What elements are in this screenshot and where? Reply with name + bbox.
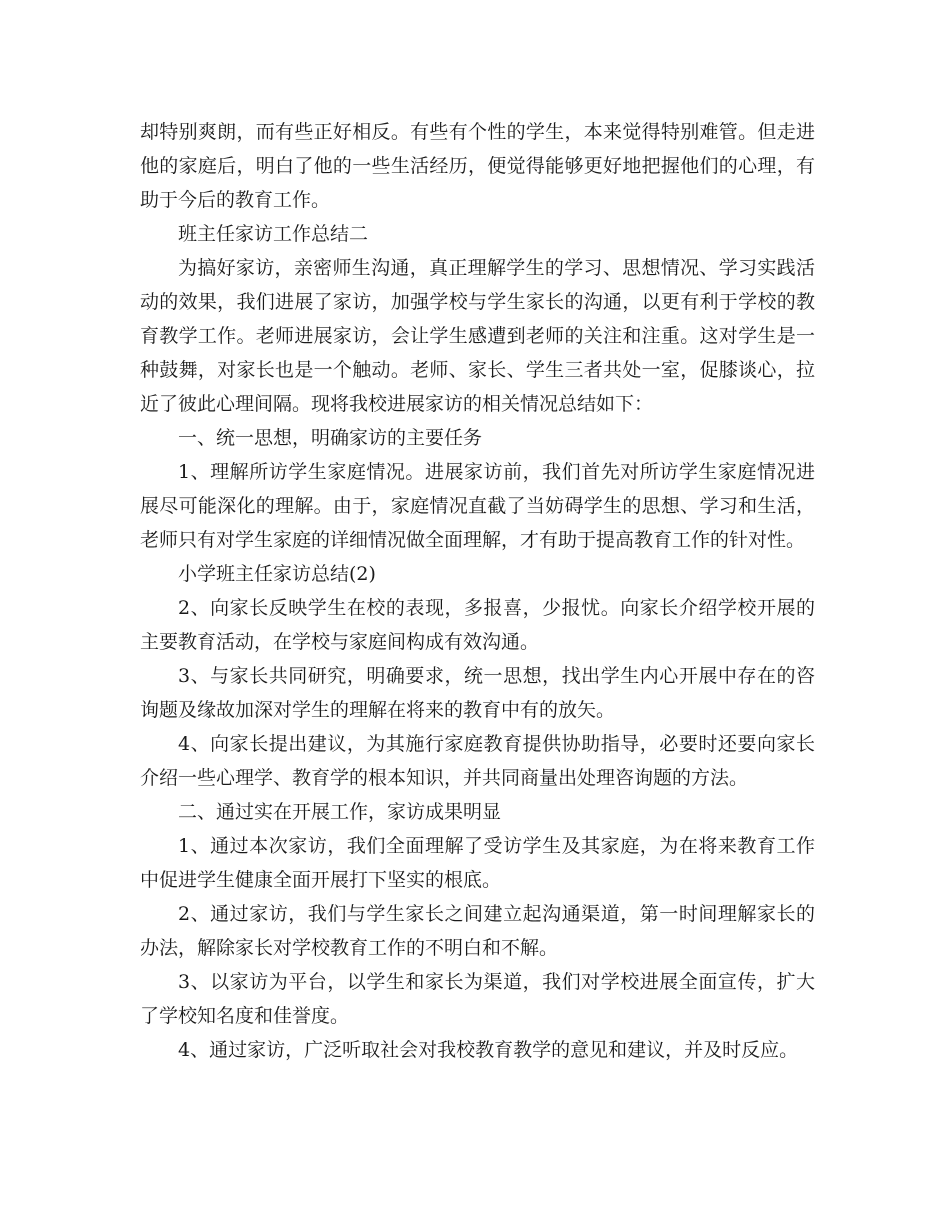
subsection-heading: 一、统一思想，明确家访的主要任务 [178, 427, 483, 449]
paragraph-item: 1、通过本次家访，我们全面理解了受访学生及其家庭，为在将来教育工作中促进学生健康全面开展打下坚实的根底。 [140, 835, 815, 891]
paragraph-item: 1、理解所访学生家庭情况。进展家访前，我们首先对所访学生家庭情况进展尽可能深化的理解。由于，家庭情况直截了当妨碍学生的思想、学习和生活，老师只有对学生家庭的详细情况做全面理解，才有助于提高教育工作的针对性。 [140, 461, 815, 551]
paragraph-item: 3、以家访为平台，以学生和家长为渠道，我们对学校进展全面宣传，扩大了学校知名度和佳誉度。 [140, 971, 815, 1027]
paragraph-item: 2、通过家访，我们与学生家长之间建立起沟通渠道，第一时间理解家长的办法，解除家长对学校教育工作的不明白和不解。 [140, 903, 815, 959]
paragraph-item: 4、通过家访，广泛听取社会对我校教育教学的意见和建议，并及时反应。 [178, 1039, 799, 1061]
subsection-heading: 二、通过实在开展工作，家访成果明显 [178, 801, 502, 823]
paragraph-intro: 为搞好家访，亲密师生沟通，真正理解学生的学习、思想情况、学习实践活动的效果，我们进展了家访，加强学校与学生家长的沟通，以更有利于学校的教育教学工作。老师进展家访，会让学生感遭到老师的关注和注重。这对学生是一种鼓舞，对家长也是一个触动。老师、家长、学生三者共处一室，促膝谈心，拉近了彼此心理间隔。现将我校进展家访的相关情况总结如下： [140, 257, 815, 415]
paragraph-item: 2、向家长反映学生在校的表现，多报喜，少报忧。向家长介绍学校开展的主要教育活动，在学校与家庭间构成有效沟通。 [140, 597, 815, 653]
section-heading: 班主任家访工作总结二 [178, 223, 369, 245]
paragraph-item: 3、与家长共同研究，明确要求，统一思想，找出学生内心开展中存在的咨询题及缘故加深对学生的理解在将来的教育中有的放矢。 [140, 665, 815, 721]
document-body [140, 115, 815, 1067]
section-heading: 小学班主任家访总结(2) [178, 563, 376, 585]
paragraph-continuation: 却特别爽朗，而有些正好相反。有些有个性的学生，本来觉得特别难管。但走进他的家庭后，明白了他的一些生活经历，便觉得能够更好地把握他们的心理，有助于今后的教育工作。 [140, 121, 815, 211]
paragraph-item: 4、向家长提出建议，为其施行家庭教育提供协助指导，必要时还要向家长介绍一些心理学、教育学的根本知识，并共同商量出处理咨询题的方法。 [140, 733, 815, 789]
